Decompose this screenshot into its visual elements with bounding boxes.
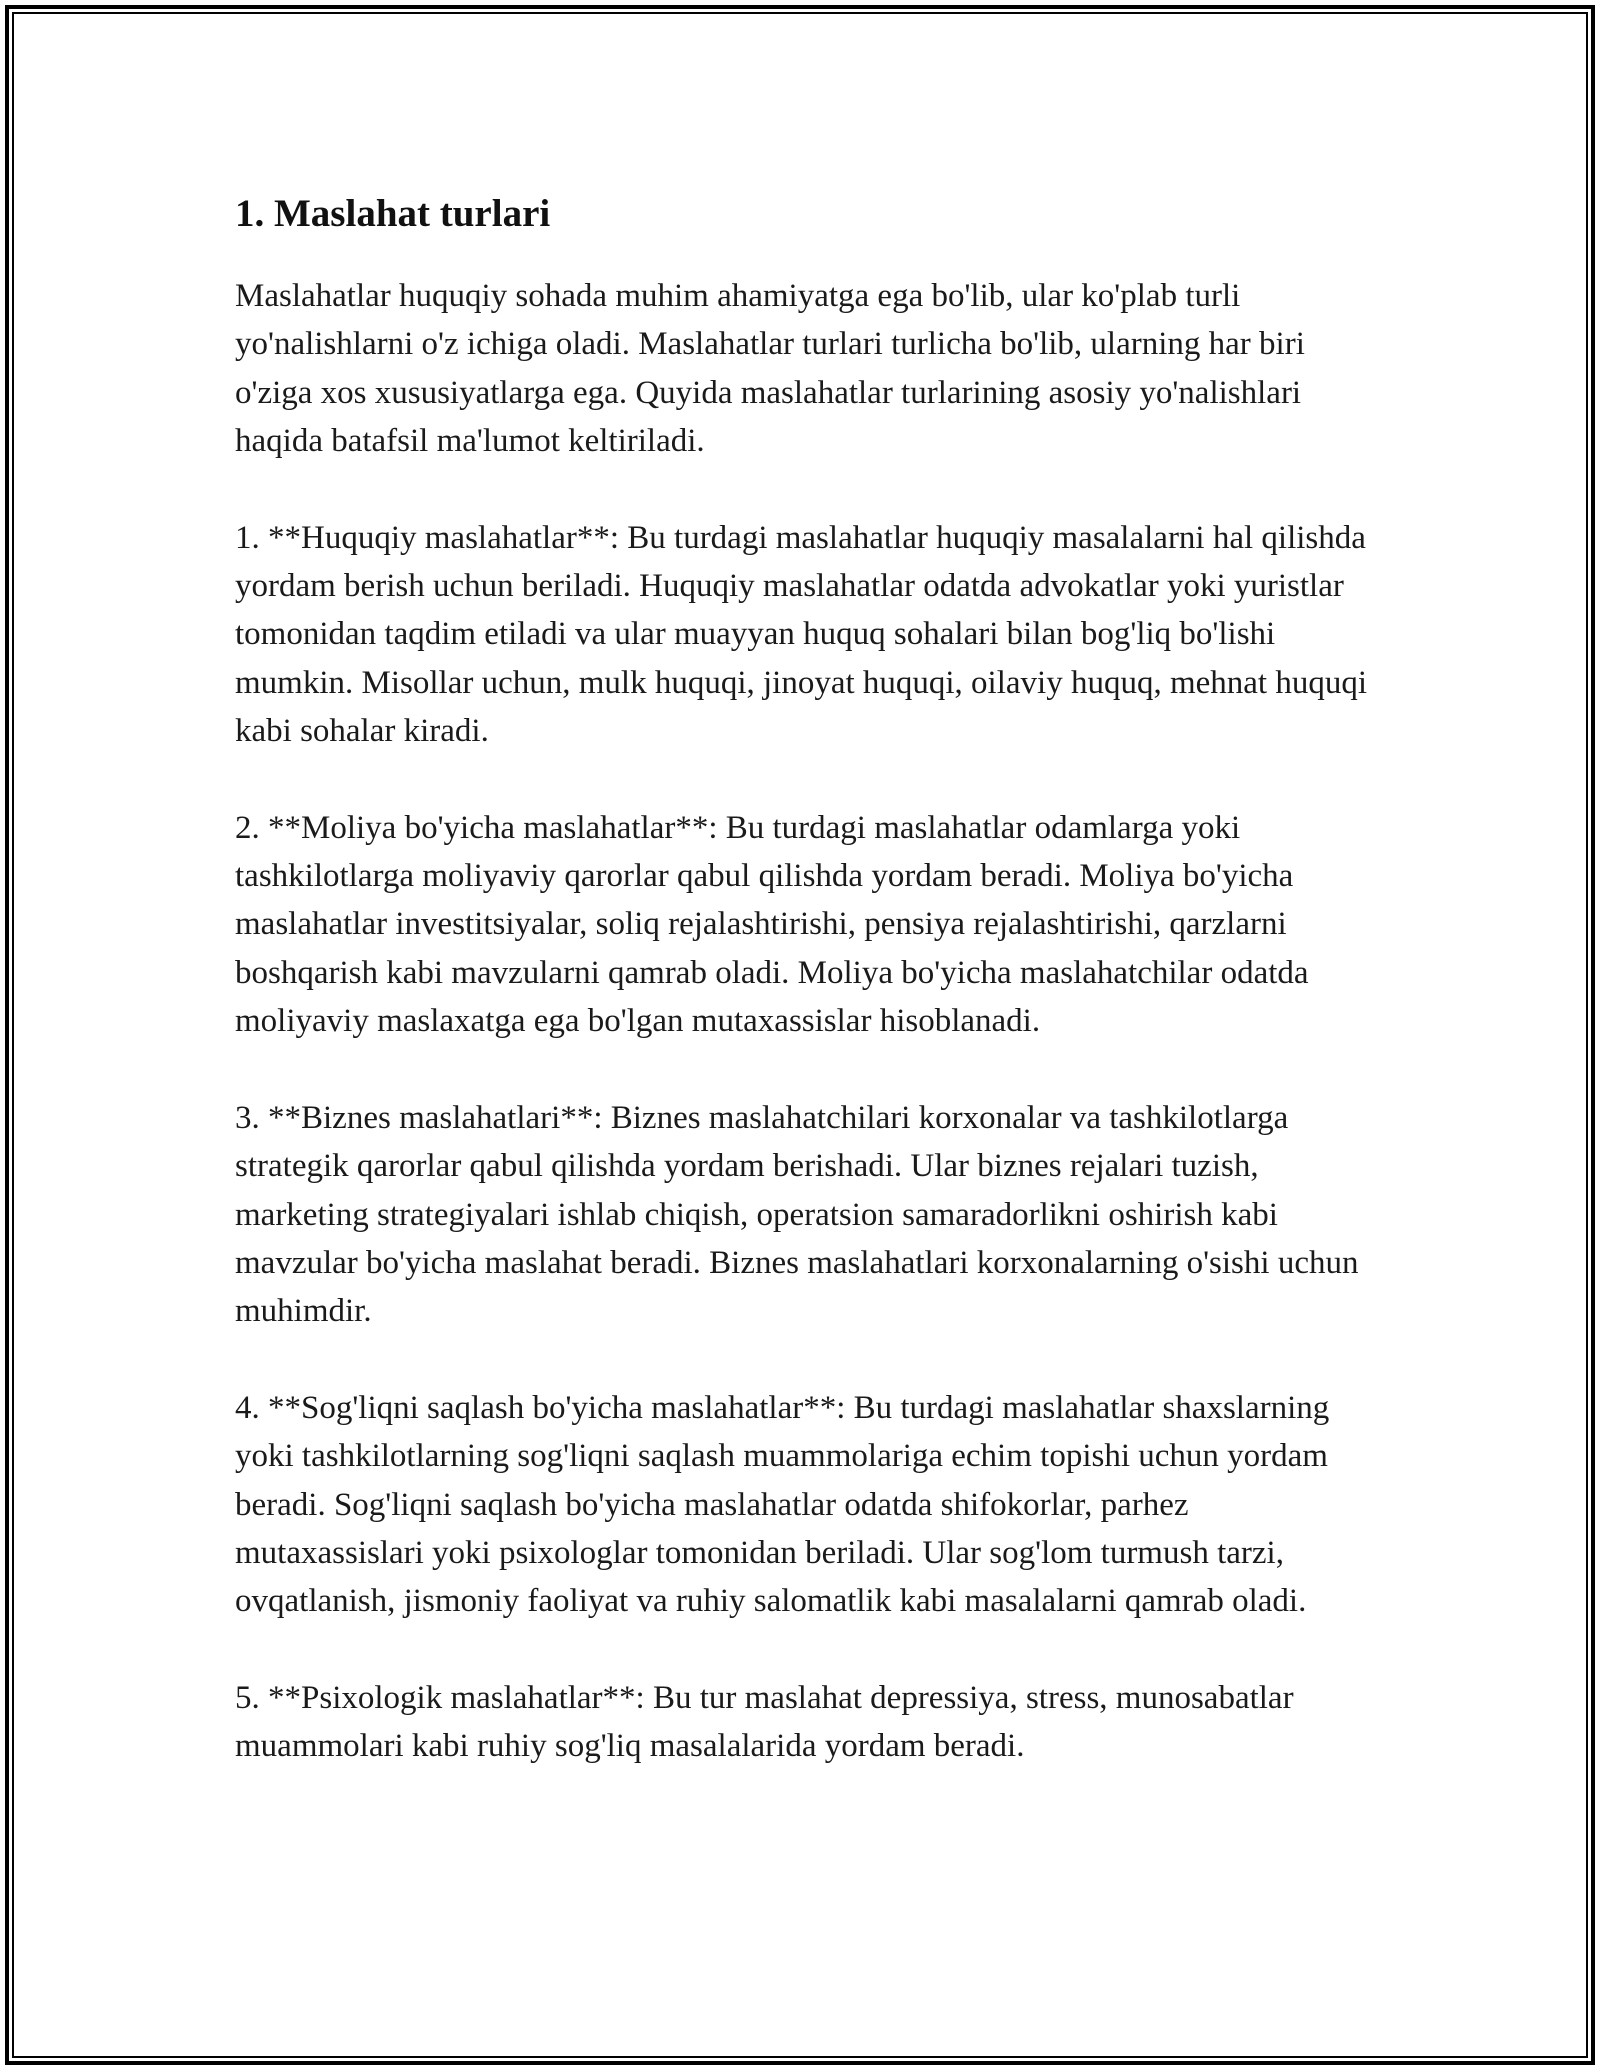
paragraph-health-advice: 4. **Sog'liqni saqlash bo'yicha maslahatlar**: Bu turdagi maslahatlar shaxslarning yoki tashkilotlarning sog'liqni saqlash muammolariga echim topishi uchun yordam beradi. Sog'liqni saqlash bo'yicha maslahatlar odatda shifokorlar, parhez mutaxassislari yoki psixologlar tomonidan beriladi. Ular sog'lom turmush tarzi, ovqatlanish, jismoniy faoliyat va ruhiy salomatlik kabi masalalarni qamrab oladi. (235, 1389, 1330, 1620)
intro-paragraph: Maslahatlar huquqiy sohada muhim ahamiyatga ega bo'lib, ular ko'plab turli yo'nalishlarni o'z ichiga oladi. Maslahatlar turlari turlicha bo'lib, ularning har biri o'ziga xos xususiyatlarga ega. Quyida maslahatlar turlarining asosiy yo'nalishlari haqida batafsil ma'lumot keltiriladi. (235, 278, 1305, 460)
paragraph-business-advice: 3. **Biznes maslahatlari**: Biznes maslahatchilari korxonalar va tashkilotlarga strategik qarorlar qabul qilishda yordam berishadi. Ular biznes rejalari tuzish, marketing strategiyalari ishlab chiqish, operatsion samaradorlikni oshirish kabi mavzular bo'yicha maslahat beradi. Biznes maslahatlari korxonalarning o'sishi uchun muhimdir. (235, 1099, 1359, 1330)
paragraph-legal-advice: 1. **Huquqiy maslahatlar**: Bu turdagi maslahatlar huquqiy masalalarni hal qilishda yordam berish uchun beriladi. Huquqiy maslahatlar odatda advokatlar yoki yuristlar tomonidan taqdim etiladi va ular muayyan huquq sohalari bilan bog'liq bo'lishi mumkin. Misollar uchun, mulk huquqi, jinoyat huquqi, oilaviy huquq, mehnat huquqi kabi sohalar kiradi. (235, 519, 1368, 750)
document-title: 1. Maslahat turlari (235, 192, 551, 235)
paragraph-financial-advice: 2. **Moliya bo'yicha maslahatlar**: Bu turdagi maslahatlar odamlarga yoki tashkilotlarga moliyaviy qarorlar qabul qilishda yordam beradi. Moliya bo'yicha maslahatlar investitsiyalar, soliq rejalashtirishi, pensiya rejalashtirishi, qarzlarni boshqarish kabi mavzularni qamrab oladi. Moliya bo'yicha maslahatchilar odatda moliyaviy maslaxatga ega bo'lgan mutaxassislar hisoblanadi. (235, 809, 1309, 1040)
document-body (235, 184, 1385, 1771)
paragraph-psychological-advice: 5. **Psixologik maslahatlar**: Bu tur maslahat depressiya, stress, munosabatlar muammolari kabi ruhiy sog'liq masalalarida yordam beradi. (235, 1679, 1294, 1765)
